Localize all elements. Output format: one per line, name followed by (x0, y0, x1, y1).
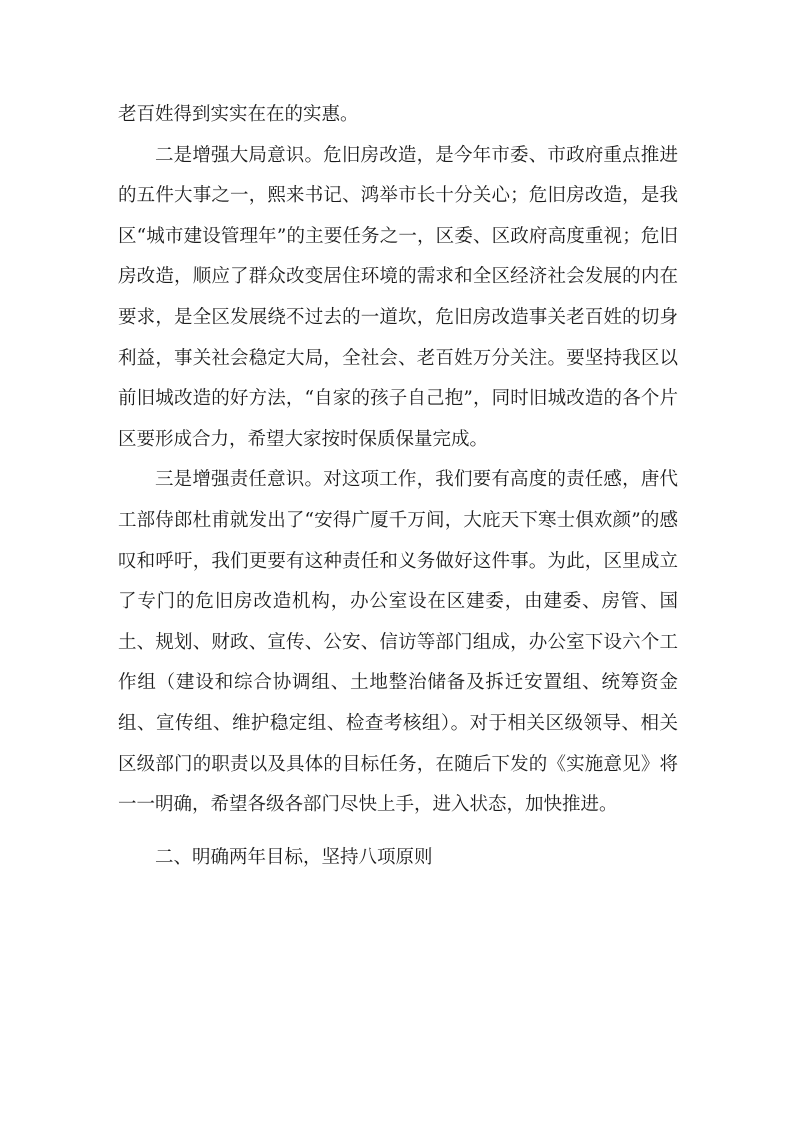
paragraph-overall-awareness: 二是增强大局意识。危旧房改造，是今年市委、市政府重点推进的五件大事之一，熙来书记、鸿举市长十分关心；危旧房改造，是我区“城市建设管理年”的主要任务之一，区委、区政府高度重视；危旧房改造，顺应了群众改变居住环境的需求和全区经济社会发展的内在要求，是全区发展绕不过去的一道坎，危旧房改造事关老百姓的切身利益，事关社会稳定大局，全社会、老百姓万分关注。要坚持我区以前旧城改造的好方法，“自家的孩子自己抱”，同时旧城改造的各个片区要形成合力，希望大家按时保质保量完成。 (118, 144, 678, 450)
paragraph-continuation: 老百姓得到实实在在的实惠。 (118, 104, 359, 125)
paragraph-responsibility-awareness: 三是增强责任意识。对这项工作，我们要有高度的责任感，唐代工部侍郎杜甫就发出了“安得广厦千万间，大庇天下寒士俱欢颜”的感叹和呼吁，我们更要有这种责任和义务做好这件事。为此，区里成立了专门的危旧房改造机构，办公室设在区建委，由建委、房管、国土、规划、财政、宣传、公安、信访等部门组成，办公室下设六个工作组（建设和综合协调组、土地整治储备及拆迁安置组、统筹资金组、宣传组、维护稳定组、检查考核组）。对于相关区级领导、相关区级部门的职责以及具体的目标任务，在随后下发的《实施意见》将一一明确，希望各级各部门尽快上手，进入状态，加快推进。 (118, 469, 678, 816)
section-heading: 二、明确两年目标，坚持八项原则 (155, 846, 433, 868)
document-body (118, 95, 678, 878)
